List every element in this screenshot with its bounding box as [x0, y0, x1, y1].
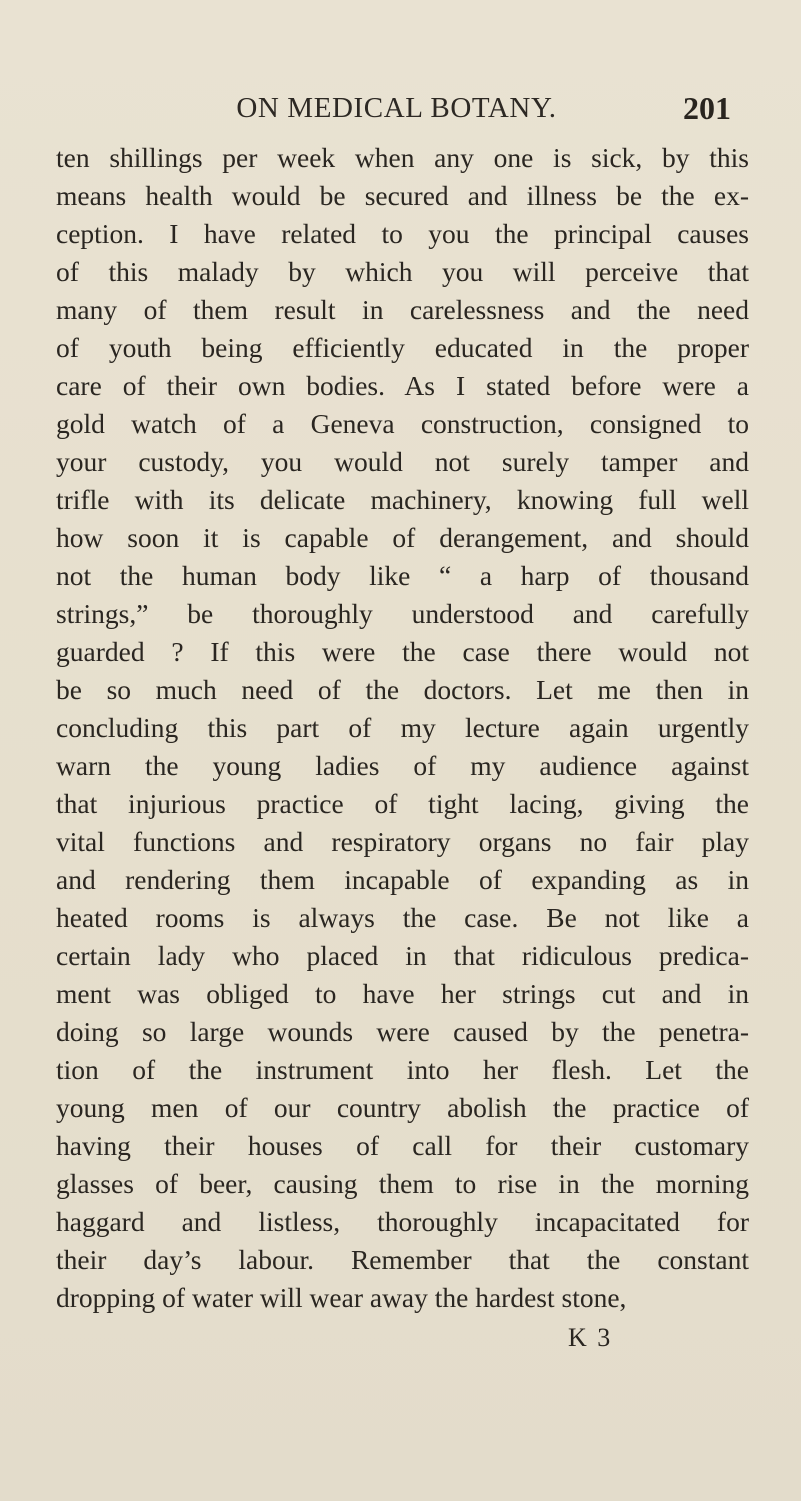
text-line: certain lady who placed in that ridiculous predica-: [56, 940, 749, 971]
text-line: having their houses of call for their customary: [56, 1130, 749, 1161]
text-line: means health would be secured and illness be the ex-: [56, 180, 749, 211]
text-line: of this malady by which you will perceive that: [56, 256, 749, 287]
text-line: heated rooms is always the case. Be not like a: [56, 902, 749, 933]
text-line: how soon it is capable of derangement, and should: [56, 522, 749, 553]
text-line: young men of our country abolish the practice of: [56, 1092, 749, 1123]
text-line: many of them result in carelessness and the need: [56, 294, 749, 325]
text-line: trifle with its delicate machinery, knowing full well: [56, 484, 749, 515]
text-line: ment was obliged to have her strings cut and in: [56, 978, 749, 1009]
text-line: be so much need of the doctors. Let me then in: [56, 674, 749, 705]
text-line: dropping of water will wear away the hardest stone,: [56, 1282, 627, 1313]
page-number: 201: [683, 90, 731, 126]
text-line: glasses of beer, causing them to rise in the morning: [56, 1168, 749, 1199]
text-line: concluding this part of my lecture again urgently: [56, 712, 749, 743]
text-line: vital functions and respiratory organs no fair play: [56, 826, 749, 857]
text-line: that injurious practice of tight lacing, giving the: [56, 788, 749, 819]
text-line: strings,” be thoroughly understood and carefully: [56, 598, 749, 629]
text-line: their day’s labour. Remember that the constant: [56, 1244, 749, 1275]
signature-mark: K 3: [568, 1323, 613, 1352]
body-text: [56, 139, 749, 1317]
text-line: and rendering them incapable of expanding as in: [56, 864, 749, 895]
text-line: guarded ? If this were the case there would not: [56, 636, 749, 667]
page-header: [62, 88, 731, 128]
text-line: ten shillings per week when any one is sick, by this: [56, 142, 749, 173]
text-line: haggard and listless, thoroughly incapacitated for: [56, 1206, 749, 1237]
text-line: doing so large wounds were caused by the penetra-: [56, 1016, 749, 1047]
text-line: of youth being efficiently educated in the proper: [56, 332, 749, 363]
text-line: not the human body like “ a harp of thousand: [56, 560, 749, 591]
text-line: care of their own bodies. As I stated before were a: [56, 370, 749, 401]
text-line: gold watch of a Geneva construction, consigned to: [56, 408, 749, 439]
text-line: warn the young ladies of my audience against: [56, 750, 749, 781]
text-line: tion of the instrument into her flesh. Let the: [56, 1054, 749, 1085]
text-line: your custody, you would not surely tamper and: [56, 446, 749, 477]
text-line: ception. I have related to you the principal causes: [56, 218, 749, 249]
running-title: ON MEDICAL BOTANY.: [236, 92, 557, 124]
